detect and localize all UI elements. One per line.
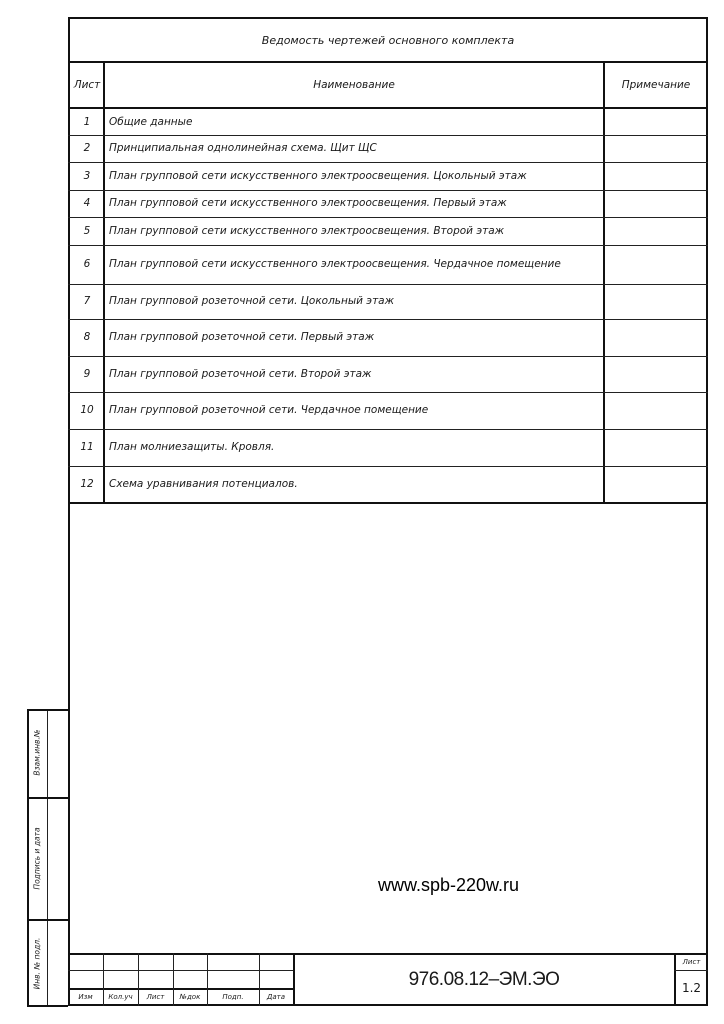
- row-name: План групповой сети искусственного электроосвещения. Чердачное помещение: [109, 258, 561, 270]
- col-sep-2: [603, 61, 605, 502]
- header-name: Наименование: [313, 79, 395, 91]
- row-divider: [68, 135, 708, 136]
- row-number: 11: [80, 441, 94, 453]
- side-stamp-bottom: [27, 1005, 68, 1007]
- row-divider: [68, 190, 708, 191]
- row-number: 6: [83, 258, 91, 270]
- header-sheet: Лист: [73, 79, 101, 91]
- row-name: Общие данные: [109, 116, 193, 128]
- sheet-number: 1.2: [681, 981, 702, 995]
- row-number: 9: [83, 368, 91, 380]
- title-divider: [68, 61, 708, 63]
- row-divider: [68, 356, 708, 357]
- row-divider: [68, 284, 708, 285]
- inv-orig-label: Инв. № подл.: [32, 937, 42, 990]
- row-number: 4: [83, 197, 91, 209]
- row-number: 12: [80, 478, 94, 490]
- row-number: 10: [80, 404, 94, 416]
- row-number: 5: [83, 225, 91, 237]
- tb-col-label: Подп.: [222, 993, 244, 1001]
- row-name: План групповой розеточной сети. Первый этаж: [109, 331, 375, 343]
- side-stamp-sep-2: [27, 919, 68, 921]
- tb-sheet-divider: [674, 970, 708, 971]
- row-name: Принципиальная однолинейная схема. Щит ЩС: [109, 142, 377, 154]
- row-name: План молниезащиты. Кровля.: [109, 441, 275, 453]
- document-code: 976.08.12–ЭМ.ЭО: [408, 969, 560, 990]
- row-number: 2: [83, 142, 91, 154]
- row-name: План групповой розеточной сети. Цокольный этаж: [109, 295, 395, 307]
- row-divider: [68, 392, 708, 393]
- tb-col-label: Дата: [266, 993, 286, 1001]
- header-note: Примечание: [621, 79, 691, 91]
- inv-replace-label: Взам.инв.№: [32, 729, 42, 776]
- row-divider: [68, 217, 708, 218]
- tb-col-label: Лист: [146, 993, 165, 1001]
- sign-date-label: Подпись и дата: [32, 827, 42, 890]
- tb-col-label: Кол.уч: [108, 993, 133, 1001]
- side-stamp-top: [27, 709, 68, 711]
- row-number: 7: [83, 295, 91, 307]
- row-number: 1: [83, 116, 91, 128]
- header-divider: [68, 107, 708, 109]
- row-divider: [68, 245, 708, 246]
- row-name: План групповой сети искусственного электроосвещения. Первый этаж: [109, 197, 507, 209]
- side-stamp-outer: [27, 709, 29, 1006]
- row-divider: [68, 466, 708, 467]
- row-name: План групповой розеточной сети. Второй этаж: [109, 368, 372, 380]
- row-name: План групповой сети искусственного электроосвещения. Второй этаж: [109, 225, 505, 237]
- row-name: План групповой сети искусственного электроосвещения. Цокольный этаж: [109, 170, 527, 182]
- row-number: 3: [83, 170, 91, 182]
- title-block-top: [68, 953, 708, 955]
- side-stamp-inner: [47, 709, 48, 1006]
- table-title: Ведомость чертежей основного комплекта: [261, 34, 515, 47]
- row-divider: [68, 162, 708, 163]
- row-name: Схема уравнивания потенциалов.: [109, 478, 298, 490]
- drawing-frame: [68, 17, 708, 1006]
- row-divider: [68, 429, 708, 430]
- sheet-label: Лист: [682, 958, 701, 966]
- row-name: План групповой розеточной сети. Чердачное помещение: [109, 404, 429, 416]
- table-bottom: [68, 502, 708, 504]
- side-stamp-sep-1: [27, 797, 68, 799]
- tb-col-label: Изм: [78, 993, 93, 1001]
- row-divider: [68, 319, 708, 320]
- row-number: 8: [83, 331, 91, 343]
- tb-col-label: №док: [179, 993, 201, 1001]
- website-watermark: www.spb-220w.ru: [378, 875, 520, 895]
